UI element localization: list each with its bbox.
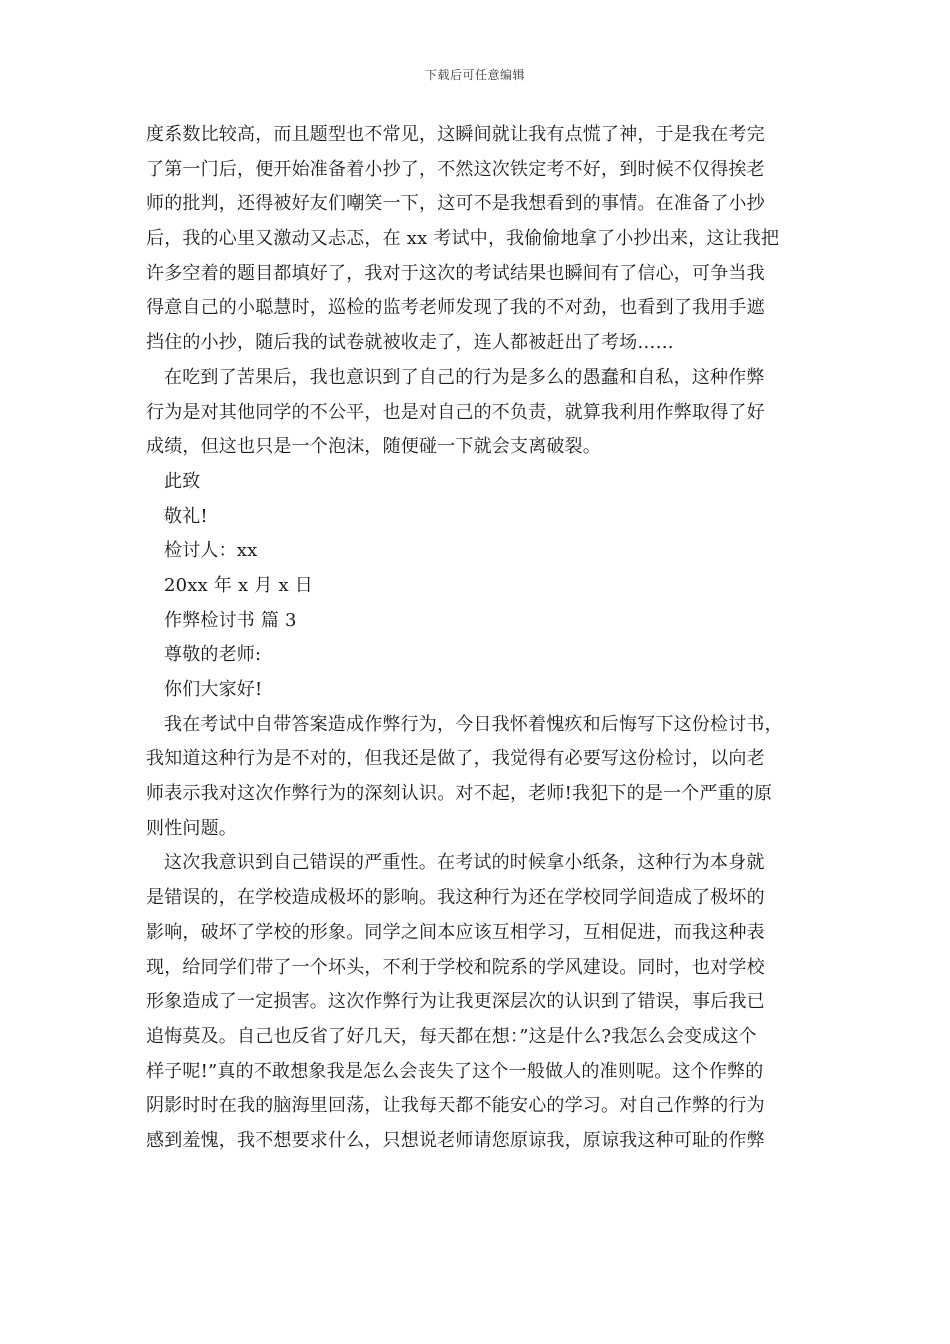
text-line: 敬礼! [164,505,208,527]
text-line: 阴影时时在我的脑海里回荡，让我每天都不能安心的学习。对自己作弊的行为 [146,1095,765,1117]
text-line: 行为是对其他同学的不公平，也是对自己的不负责，就算我利用作弊取得了好 [146,401,765,423]
text-line: 得意自己的小聪慧时，巡检的监考老师发现了我的不对劲，也看到了我用手遮 [146,297,765,319]
text-line: 尊敬的老师: [164,644,262,666]
text-line: 这次我意识到自己错误的严重性。在考试的时候拿小纸条，这种行为本身就 [164,852,765,874]
text-line: 师的批判，还得被好友们嘲笑一下，这可不是我想看到的事情。在准备了小抄 [146,193,765,215]
text-line: 感到羞愧，我不想要求什么，只想说老师请您原谅我，原谅我这种可耻的作弊 [146,1129,765,1151]
text-line: 成绩，但这也只是一个泡沫，随便碰一下就会支离破裂。 [146,436,601,458]
text-line: 许多空着的题目都填好了，我对于这次的考试结果也瞬间有了信心，可争当我 [146,262,765,284]
text-line: 追悔莫及。自己也反省了好几天，每天都在想：”这是什么?我怎么会变成这个 [146,1025,757,1047]
text-line: 我在考试中自带答案造成作弊行为，今日我怀着愧疚和后悔写下这份检讨书， [164,713,783,735]
text-line: 形象造成了一定损害。这次作弊行为让我更深层次的认识到了错误，事后我已 [146,991,765,1013]
text-line: 度系数比较高，而且题型也不常见，这瞬间就让我有点慌了神，于是我在考完 [146,124,765,145]
text-line: 现，给同学们带了一个坏头，不利于学校和院系的学风建设。同时，也对学校 [146,956,765,978]
text-line: 此致 [164,470,201,492]
text-line: 我知道这种行为是不对的，但我还是做了，我觉得有必要写这份检讨，以向老 [146,748,765,770]
document-body [146,118,810,1159]
text-line: 挡住的小抄，随后我的试卷就被收走了，连人都被赶出了考场…… [146,332,674,354]
page-header: 下载后可任意编辑 [424,68,525,82]
text-line: 在吃到了苦果后，我也意识到了自己的行为是多么的愚蠢和自私，这种作弊 [164,366,765,388]
text-line: 20xx 年 x 月 x 日 [164,574,313,596]
text-line: 样子呢!”真的不敢想象我是怎么会丧失了这个一般做人的准则呢。这个作弊的 [146,1060,764,1082]
text-line: 检讨人：xx [164,540,258,562]
text-line: 了第一门后，便开始准备着小抄了，不然这次铁定考不好，到时候不仅得挨老 [146,158,765,180]
text-line: 你们大家好! [164,679,263,700]
text-line: 则性问题。 [146,817,237,839]
text-line: 作弊检讨书 篇 3 [164,609,297,631]
text-line: 师表示我对这次作弊行为的深刻认识。对不起，老师!我犯下的是一个严重的原 [146,783,773,805]
text-line: 影响，破坏了学校的形象。同学之间本应该互相学习，互相促进，而我这种表 [146,921,765,943]
text-line: 是错误的，在学校造成极坏的影响。我这种行为还在学校同学间造成了极坏的 [146,887,765,909]
text-line: 后，我的心里又激动又忐忑，在 xx 考试中，我偷偷地拿了小抄出来，这让我把 [146,228,780,250]
